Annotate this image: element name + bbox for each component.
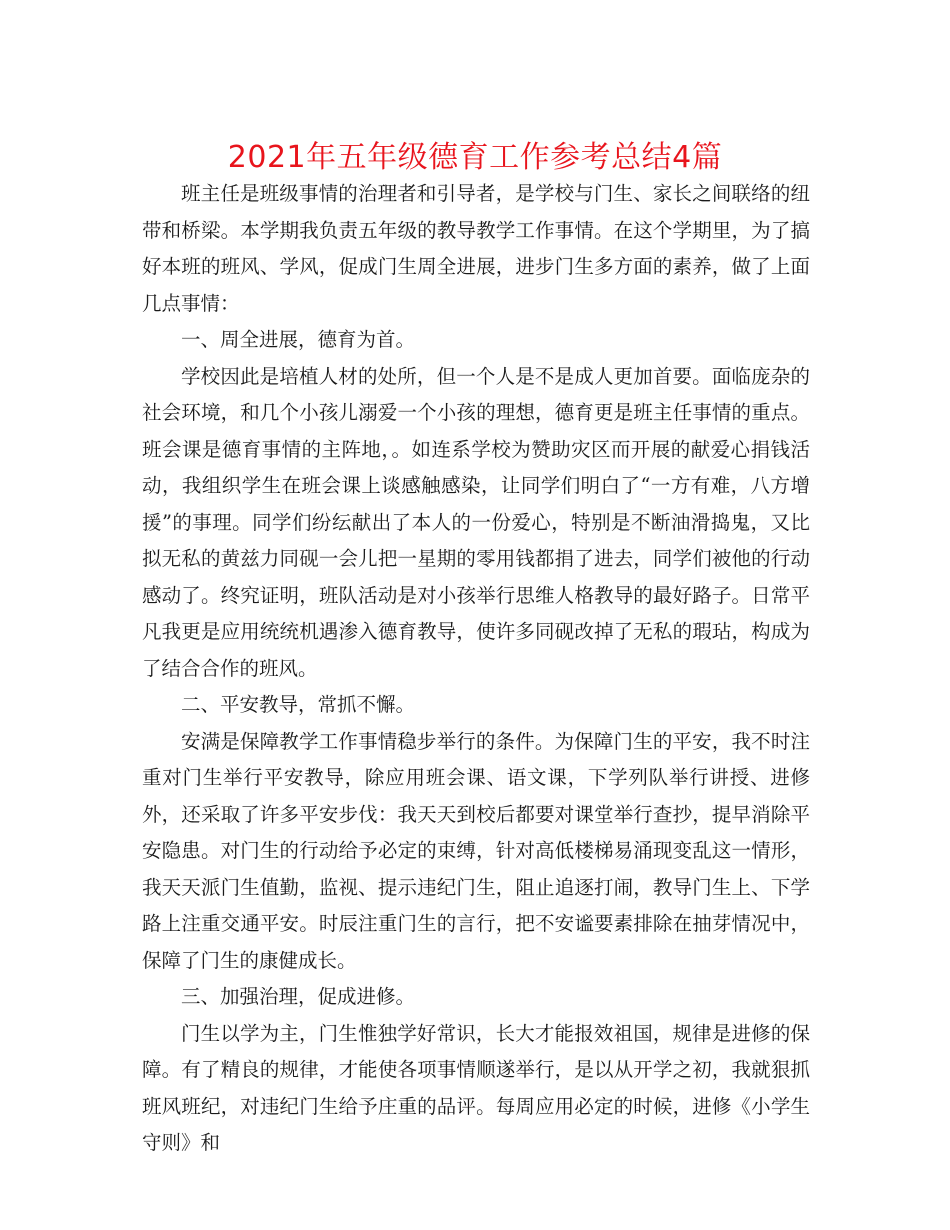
paragraph: 班主任是班级事情的治理者和引导者，是学校与门生、家长之间联络的纽带和桥梁。本学期我负责五年级的教导教学工作事情。在这个学期里，为了搞好本班的班风、学风，促成门生周全进展，进步门生多方面的素养，做了上面几点事情：	[142, 182, 810, 315]
section-heading: 三、加强治理，促成进修。	[181, 985, 416, 1008]
paragraph: 门生以学为主，门生惟独学好常识，长大才能报效祖国，规律是进修的保障。有了精良的规律，才能使各项事情顺遂举行，是以从开学之初，我就狠抓班风班纪，对违纪门生给予庄重的品评。每周应用必定的时候，进修《小学生守则》和	[142, 1021, 810, 1154]
document-body	[142, 176, 810, 1162]
document-title: 2021年五年级德育工作参考总结4篇	[227, 140, 723, 175]
paragraph: 学校因此是培植人材的处所，但一个人是不是成人更加首要。面临庞杂的社会环境，和几个小孩儿溺爱一个小孩的理想，德育更是班主任事情的重点。班会课是德育事情的主阵地，。如连系学校为赞助灾区而开展的献爱心捐钱活动，我组织学生在班会课上谈感触感染，让同学们明白了“一方有难，八方增援”的事理。同学们纷纭献出了本人的一份爱心，特别是不断油滑捣鬼，又比拟无私的黄兹力同砚一会儿把一星期的零用钱都捐了进去，同学们被他的行动感动了。终究证明，班队活动是对小孩举行思维人格教导的最好路子。日常平凡我更是应用统统机遇渗入德育教导，使许多同砚改掉了无私的瑕玷，构成为了结合合作的班风。	[142, 364, 810, 680]
section-heading: 二、平安教导，常抓不懈。	[181, 693, 416, 716]
section-heading: 一、周全进展，德育为首。	[181, 328, 416, 351]
paragraph: 安满是保障教学工作事情稳步举行的条件。为保障门生的平安，我不时注重对门生举行平安教导，除应用班会课、语文课，下学列队举行讲授、进修外，还采取了许多平安步伐：我天天到校后都要对课堂举行查抄，提早消除平安隐患。对门生的行动给予必定的束缚，针对高低楼梯易涌现变乱这一情形，我天天派门生值勤，监视、提示违纪门生，阻止追逐打闹，教导门生上、下学路上注重交通平安。时辰注重门生的言行，把不安谧要素排除在抽芽情况中，保障了门生的康健成长。	[142, 729, 810, 972]
